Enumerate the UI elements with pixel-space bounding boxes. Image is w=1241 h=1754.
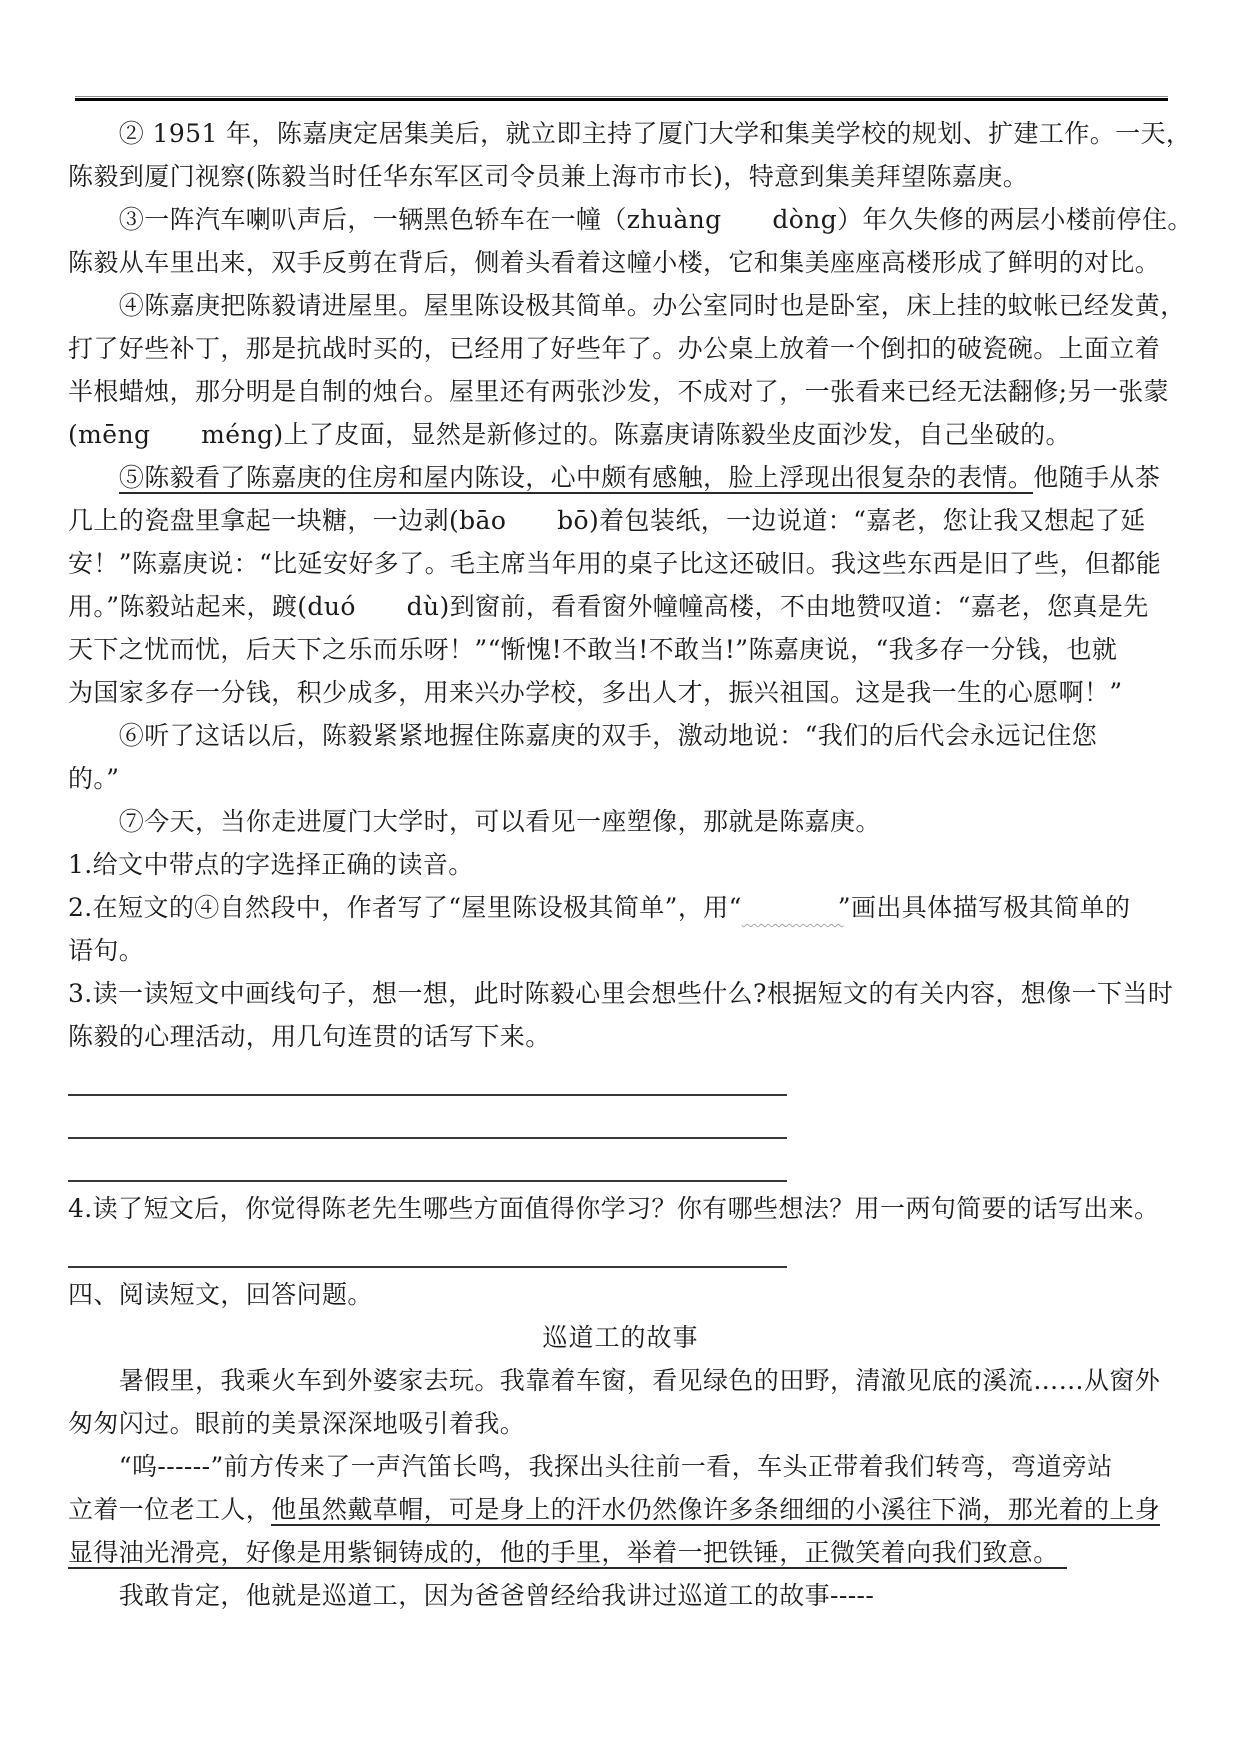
text-line xyxy=(68,112,1192,155)
text-run: 巡道工的故事 xyxy=(542,1323,699,1352)
text-run: 3.读一读短文中画线句子，想一想，此时陈毅心里会想些什么?根据短文的有关内容，想像一下当时 xyxy=(68,979,1174,1008)
text-run: 安！”陈嘉庚说：“比延安好多了。毛主席当年用的桌子比这还破旧。我这些东西是旧了些，但都能 xyxy=(68,549,1162,578)
text-line xyxy=(68,284,1186,327)
text-line xyxy=(68,1574,1173,1617)
text-run: “呜------”前方传来了一声汽笛长鸣，我探出头往前一看，车头正带着我们转弯，弯道旁站 xyxy=(68,1452,1113,1481)
text-line xyxy=(68,843,1173,886)
text-run: 陈毅到厦门视察(陈毅当时任华东军区司令员兼上海市市长)，特意到集美拜望陈嘉庚。 xyxy=(68,162,1029,191)
text-run: 陈毅从车里出来，双手反剪在背后，侧着头看着这幢小楼，它和集美座座高楼形成了鲜明的对比。 xyxy=(68,248,1161,277)
text-line xyxy=(68,370,1173,413)
text-line xyxy=(68,456,1173,499)
underlined-text: 他虽然戴草帽，可是身上的汗水仍然像许多条细细的小溪往下淌，那光着的上身 xyxy=(271,1495,1161,1524)
text-line xyxy=(68,1402,1173,1445)
text-run: 2.在短文的④自然段中，作者写了“屋里陈设极其简单”，用“ xyxy=(68,893,742,922)
answer-blank-row xyxy=(68,1144,1173,1187)
text-line xyxy=(68,671,1173,714)
wavy-blank xyxy=(742,886,838,916)
text-run: 1.给文中带点的字选择正确的读音。 xyxy=(68,850,474,879)
text-run: 陈毅的心理活动，用几句连贯的话写下来。 xyxy=(68,1022,551,1051)
text-run: 匆匆闪过。眼前的美景深深地吸引着我。 xyxy=(68,1409,526,1438)
passage-title xyxy=(68,1316,1173,1359)
text-line xyxy=(68,757,1173,800)
text-run: 立着一位老工人， xyxy=(68,1495,272,1524)
document-body xyxy=(0,112,1241,1617)
text-line xyxy=(68,1488,1173,1531)
text-run: (mēng méng)上了皮面，显然是新修过的。陈嘉庚请陈毅坐皮面沙发，自己坐破的。 xyxy=(68,420,1071,449)
text-run: 4.读了短文后，你觉得陈老先生哪些方面值得你学习？你有哪些想法？用一两句简要的话写出来。 xyxy=(68,1194,1160,1223)
text-run: 天下之忧而忧，后天下之乐而乐呀！”“惭愧!不敢当!不敢当!”陈嘉庚说，“我多存一分钱，也就 xyxy=(68,635,1118,664)
text-run: 半根蜡烛，那分明是自制的烛台。屋里还有两张沙发，不成对了，一张看来已经无法翻修;另一张蒙 xyxy=(68,377,1170,406)
text-run: 我敢肯定，他就是巡道工，因为爸爸曾经给我讲过巡道工的故事----- xyxy=(68,1581,875,1610)
text-line xyxy=(68,241,1173,284)
text-line xyxy=(68,929,1173,972)
text-run: ”画出具体描写极其简单的 xyxy=(837,893,1131,922)
answer-blank-row xyxy=(68,1230,1173,1273)
text-run: 用。”陈毅站起来，踱(duó dù)到窗前，看看窗外幢幢高楼，不由地赞叹道：“嘉老，您真是先 xyxy=(68,592,1149,621)
text-line xyxy=(68,155,1173,198)
text-run: 打了好些补丁，那是抗战时买的，已经用了好些年了。办公桌上放着一个倒扣的破瓷碗。上面立着 xyxy=(68,334,1161,363)
answer-blank-line xyxy=(68,1058,787,1096)
underlined-text: ⑤陈毅看了陈嘉庚的住房和屋内陈设，心中颇有感触，脸上浮现出很复杂的表情。 xyxy=(118,463,1034,492)
text-run xyxy=(68,463,119,492)
text-run: 为国家多存一分钱，积少成多，用来兴办学校，多出人才，振兴祖国。这是我一生的心愿啊！” xyxy=(68,678,1123,707)
answer-blank-row xyxy=(68,1101,1173,1144)
text-line xyxy=(68,499,1173,542)
text-line xyxy=(68,1273,1173,1316)
text-line xyxy=(68,800,1173,843)
text-run: ⑥听了这话以后，陈毅紧紧地握住陈嘉庚的双手，激动地说：“我们的后代会永远记住您 xyxy=(68,721,1098,750)
text-run: 几上的瓷盘里拿起一块糖，一边剥(bāo bō)着包装纸，一边说道：“嘉老，您让我又想起了延 xyxy=(68,506,1146,535)
text-line xyxy=(68,585,1173,628)
answer-blank-line xyxy=(68,1230,787,1268)
text-run: ⑦今天，当你走进厦门大学时，可以看见一座塑像，那就是陈嘉庚。 xyxy=(68,807,881,836)
underlined-text: 显得油光滑亮，好像是用紫铜铸成的，他的手里，举着一把铁锤，正微笑着向我们致意。 xyxy=(68,1538,1067,1567)
text-run: 暑假里，我乘火车到外婆家去玩。我靠着车窗，看见绿色的田野，清澈见底的溪流……从窗外 xyxy=(68,1366,1161,1395)
text-run: ③一阵汽车喇叭声后，一辆黑色轿车在一幢（zhuàng dòng）年久失修的两层小楼前停住。 xyxy=(68,205,1193,234)
text-line xyxy=(68,1531,1173,1574)
text-run: 四、阅读短文，回答问题。 xyxy=(68,1280,373,1309)
text-line xyxy=(68,628,1173,671)
text-run: 他随手从茶 xyxy=(1033,463,1161,492)
text-line xyxy=(68,714,1173,757)
header-rule xyxy=(75,96,1168,101)
text-run: ④陈嘉庚把陈毅请进屋里。屋里陈设极其简单。办公室同时也是卧室，床上挂的蚊帐已经发黄， xyxy=(68,291,1186,320)
text-line xyxy=(68,413,1173,456)
text-run: 的。” xyxy=(68,764,120,793)
answer-blank-line xyxy=(68,1144,787,1182)
text-line xyxy=(68,1445,1173,1488)
text-run: 语句。 xyxy=(68,936,145,965)
text-line xyxy=(68,542,1173,585)
text-line xyxy=(68,972,1173,1015)
answer-blank-row xyxy=(68,1058,1173,1101)
answer-blank-line xyxy=(68,1101,787,1139)
text-run: ② 1951 年，陈嘉庚定居集美后，就立即主持了厦门大学和集美学校的规划、扩建工作。一天， xyxy=(68,119,1192,148)
text-line xyxy=(68,198,1193,241)
text-line xyxy=(68,1359,1173,1402)
text-line xyxy=(68,1015,1173,1058)
text-line xyxy=(68,327,1173,370)
text-line xyxy=(68,1187,1173,1230)
text-line xyxy=(68,886,1173,929)
